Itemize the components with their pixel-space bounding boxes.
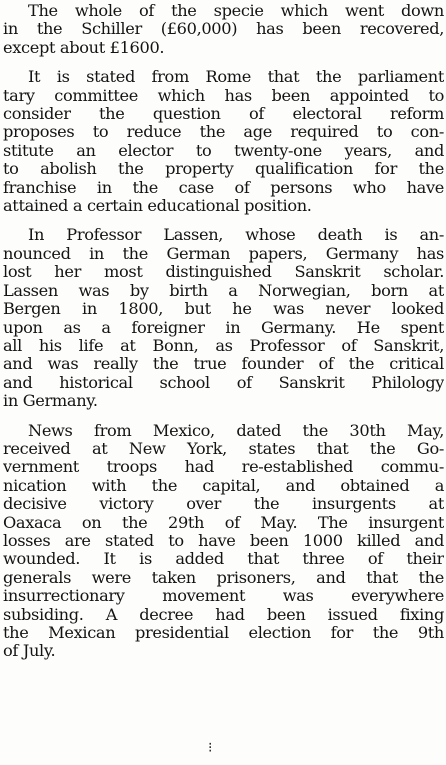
- text-line: of July.: [3, 642, 56, 661]
- paragraph-professor-lassen: [3, 226, 444, 410]
- text-line: and was really the true founder of the critical: [3, 355, 444, 374]
- text-line: proposes to reduce the age required to con-: [3, 123, 444, 142]
- text-line: subsiding. A decree had been issued fixing: [3, 605, 444, 624]
- text-line: franchise in the case of persons who have: [3, 178, 444, 197]
- text-line: decisive victory over the insurgents at: [3, 495, 444, 514]
- text-line: It is stated from Rome that the parliament: [28, 68, 444, 87]
- text-line: Lassen was by birth a Norwegian, born at: [3, 281, 444, 300]
- text-line: The whole of the specie which went down: [28, 2, 444, 20]
- paragraph-schiller-specie: [3, 2, 444, 57]
- text-line: attained a certain educational position.: [3, 197, 312, 216]
- text-line: to abolish the property qualification for the: [3, 160, 444, 179]
- text-line: stitute an elector to twenty-one years, and: [3, 141, 444, 160]
- text-line: tary committee which has been appointed to: [3, 86, 444, 105]
- text-line: in Germany.: [3, 392, 98, 411]
- text-line: vernment troops had re-established commu-: [3, 458, 444, 477]
- paragraph-rome-electoral-reform: [3, 68, 444, 215]
- text-line: all his life at Bonn, as Professor of Sanskrit,: [3, 336, 444, 355]
- text-line: generals were taken prisoners, and that the: [3, 568, 444, 587]
- text-line: lost her most distinguished Sanskrit scholar.: [3, 263, 444, 282]
- text-line: upon as a foreigner in Germany. He spent: [3, 318, 444, 337]
- text-line: except about £1600.: [3, 38, 165, 57]
- text-line: Oaxaca on the 29th of May. The insurgent: [3, 513, 444, 532]
- text-line: In Professor Lassen, whose death is an-: [28, 226, 444, 245]
- text-line: in the Schiller (£60,000) has been recovered,: [3, 20, 444, 39]
- text-line: nounced in the German papers, Germany has: [3, 244, 444, 263]
- text-line: Bergen in 1800, but he was never looked: [3, 300, 444, 319]
- text-line: received at New York, states that the Go-: [3, 439, 444, 458]
- text-line: News from Mexico, dated the 30th May,: [28, 421, 444, 440]
- text-line: nication with the capital, and obtained a: [3, 476, 444, 495]
- text-line: the Mexican presidential election for the 9th: [3, 624, 444, 642]
- text-line: consider the question of electoral reform: [3, 105, 444, 124]
- text-line: and historical school of Sanskrit Philology: [3, 373, 444, 392]
- ink-speck: ⁝: [208, 740, 213, 756]
- text-line: wounded. It is added that three of their: [3, 550, 444, 569]
- text-line: insurrectionary movement was everywhere: [3, 587, 444, 606]
- paragraph-mexico-news: [3, 422, 444, 661]
- text-line: losses are stated to have been 1000 killed and: [3, 531, 444, 550]
